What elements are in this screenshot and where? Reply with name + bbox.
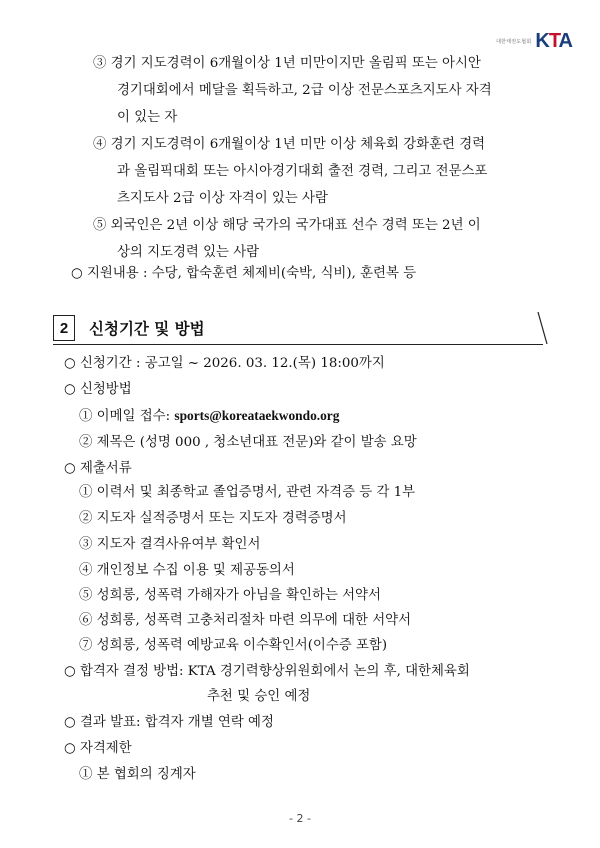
logo-mark: KTA <box>535 30 572 52</box>
documents-title: ○ 제출서류 <box>64 461 132 476</box>
kta-logo <box>496 30 572 53</box>
restriction-title: ○ 자격제한 <box>64 741 132 756</box>
document-item: ① 이력서 및 최종학교 졸업증명서, 관련 자격증 등 각 1부 <box>79 485 416 500</box>
document-item: ⑤ 성희롱, 성폭력 가해자가 아님을 확인하는 서약서 <box>79 588 381 603</box>
decision-method-line1: ○ 합격자 결정 방법: KTA 경기력향상위원회에서 논의 후, 대한체육회 <box>64 664 470 679</box>
support-details: ○ 지원내용 : 수당, 합숙훈련 체제비(숙박, 식비), 훈련복 등 <box>71 266 417 281</box>
section-header <box>53 313 543 345</box>
logo-org-name: 대한태권도협회 <box>496 39 532 45</box>
document-item: ⑦ 성희롱, 성폭력 예방교육 이수확인서(이수증 포함) <box>79 638 388 653</box>
document-item: ③ 지도자 결격사유여부 확인서 <box>79 537 261 552</box>
eligibility-item-5-line2: 상의 지도경력 있는 사람 <box>117 245 260 260</box>
restriction-item: ① 본 협회의 징계자 <box>79 767 196 782</box>
method-email: ① 이메일 접수: sports@koreataekwondo.org <box>79 408 340 424</box>
section-title: 신청기간 및 방법 <box>89 320 205 338</box>
application-method-title: ○ 신청방법 <box>64 382 132 397</box>
section-underline <box>53 344 543 345</box>
eligibility-item-3-line3: 이 있는 자 <box>117 110 178 125</box>
result-announcement: ○ 결과 발표: 합격자 개별 연락 예정 <box>64 715 274 730</box>
eligibility-item-4-line1: ④ 경기 지도경력이 6개월이상 1년 미만 이상 체육회 강화훈련 경력 <box>93 137 486 152</box>
method-subject: ② 제목은 (성명 000 , 청소년대표 전문)와 같이 발송 요망 <box>79 435 417 450</box>
eligibility-item-3-line1: ③ 경기 지도경력이 6개월이상 1년 미만이지만 올림픽 또는 아시안 <box>93 56 481 71</box>
document-item: ④ 개인정보 수집 이용 및 제공동의서 <box>79 563 295 578</box>
eligibility-item-4-line2: 과 올림픽대회 또는 아시아경기대회 출전 경력, 그리고 전문스포 <box>117 164 488 179</box>
document-item: ② 지도자 실적증명서 또는 지도자 경력증명서 <box>79 511 347 526</box>
application-period: ○ 신청기간 : 공고일 ~ 2026. 03. 12.(목) 18:00까지 <box>64 356 385 371</box>
page-number: - 2 - <box>289 812 311 825</box>
document-item: ⑥ 성희롱, 성폭력 고충처리절차 마련 의무에 대한 서약서 <box>79 613 412 628</box>
eligibility-item-3-line2: 경기대회에서 메달을 획득하고, 2급 이상 전문스포츠지도사 자격 <box>117 83 492 98</box>
section-slash-decoration <box>537 311 549 345</box>
email-link[interactable]: sports@koreataekwondo.org <box>174 408 340 423</box>
decision-method-line2: 추천 및 승인 예정 <box>207 689 311 704</box>
section-number: 2 <box>53 315 75 341</box>
eligibility-item-5-line1: ⑤ 외국인은 2년 이상 해당 국가의 국가대표 선수 경력 또는 2년 이 <box>93 218 481 233</box>
eligibility-item-4-line3: 츠지도사 2급 이상 자격이 있는 사람 <box>117 191 328 206</box>
